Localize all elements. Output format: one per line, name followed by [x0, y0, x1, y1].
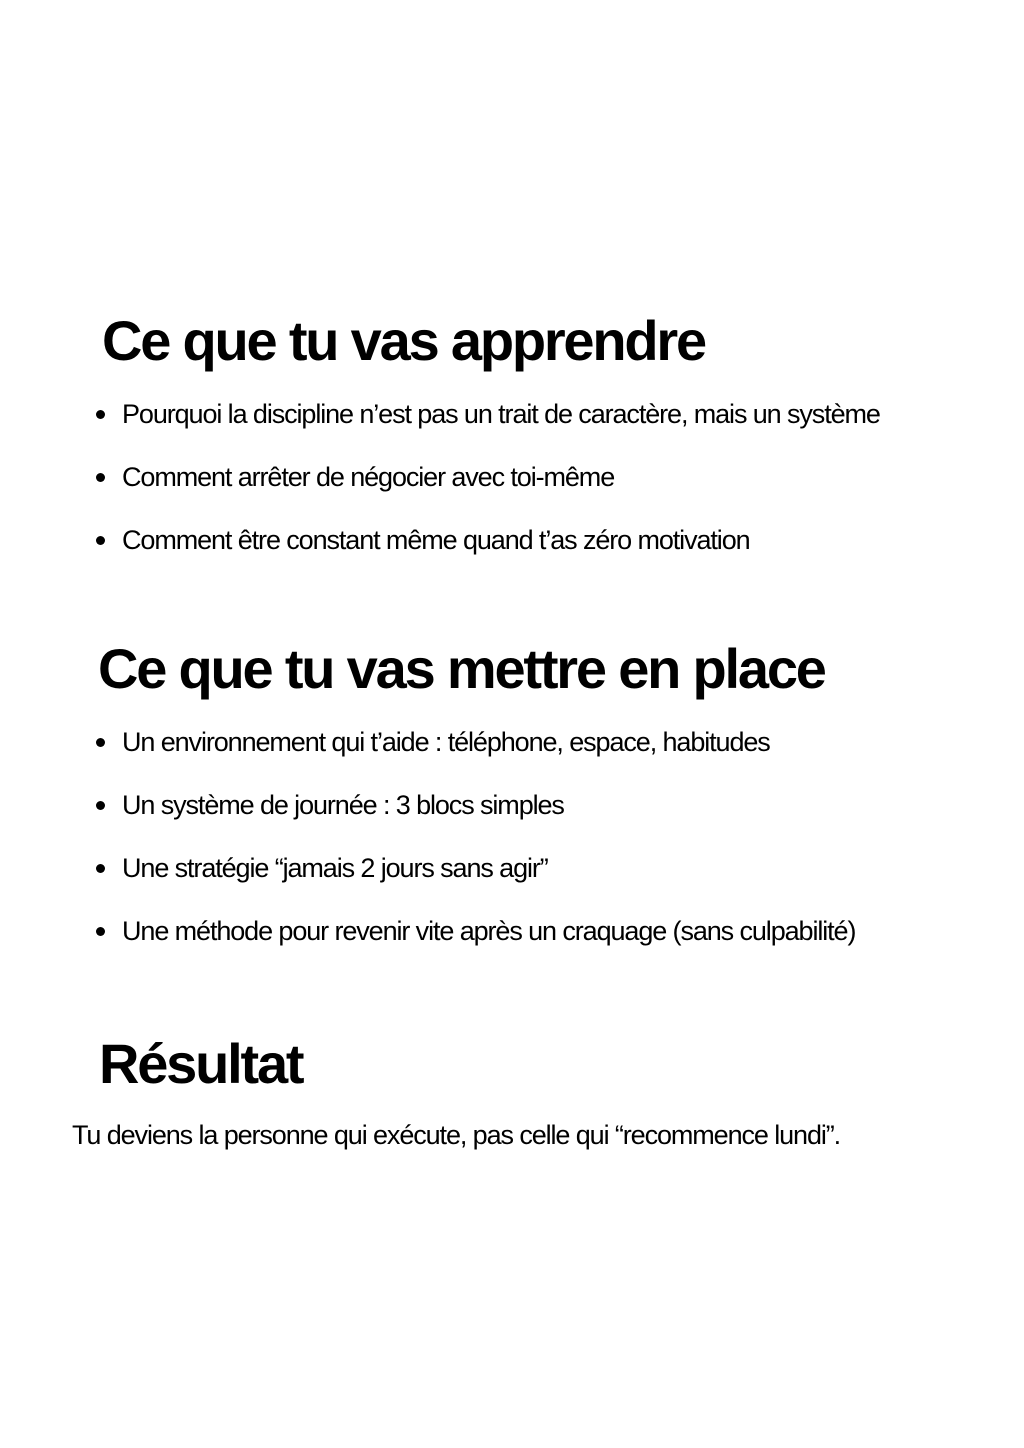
bullet-icon	[96, 864, 105, 873]
list-item	[96, 398, 880, 461]
list-item-text: Comment arrêter de négocier avec toi-même	[122, 462, 615, 492]
list-item-text: Pourquoi la discipline n’est pas un trait de caractère, mais un système	[122, 399, 880, 429]
learn-list	[96, 398, 880, 587]
bullet-icon	[96, 473, 105, 482]
result-text: Tu deviens la personne qui exécute, pas celle qui “recommence lundi”.	[72, 1120, 841, 1150]
list-item	[96, 726, 855, 789]
list-item-text: Un système de journée : 3 blocs simples	[122, 790, 564, 820]
section-result-heading: Résultat	[99, 1032, 303, 1095]
list-item-text: Une méthode pour revenir vite après un craquage (sans culpabilité)	[122, 916, 856, 946]
list-item	[96, 915, 855, 978]
list-item-text: Une stratégie “jamais 2 jours sans agir”	[122, 853, 548, 883]
bullet-icon	[96, 410, 105, 419]
setup-list	[96, 726, 855, 978]
list-item	[96, 852, 855, 915]
section-setup-heading: Ce que tu vas mettre en place	[98, 637, 825, 700]
list-item	[96, 524, 880, 587]
list-item	[96, 789, 855, 852]
list-item-text: Un environnement qui t’aide : téléphone, espace, habitudes	[122, 727, 770, 757]
bullet-icon	[96, 536, 105, 545]
bullet-icon	[96, 801, 105, 810]
list-item	[96, 461, 880, 524]
bullet-icon	[96, 927, 105, 936]
section-learn-heading: Ce que tu vas apprendre	[102, 309, 705, 372]
list-item-text: Comment être constant même quand t’as zéro motivation	[122, 525, 750, 555]
bullet-icon	[96, 738, 105, 747]
